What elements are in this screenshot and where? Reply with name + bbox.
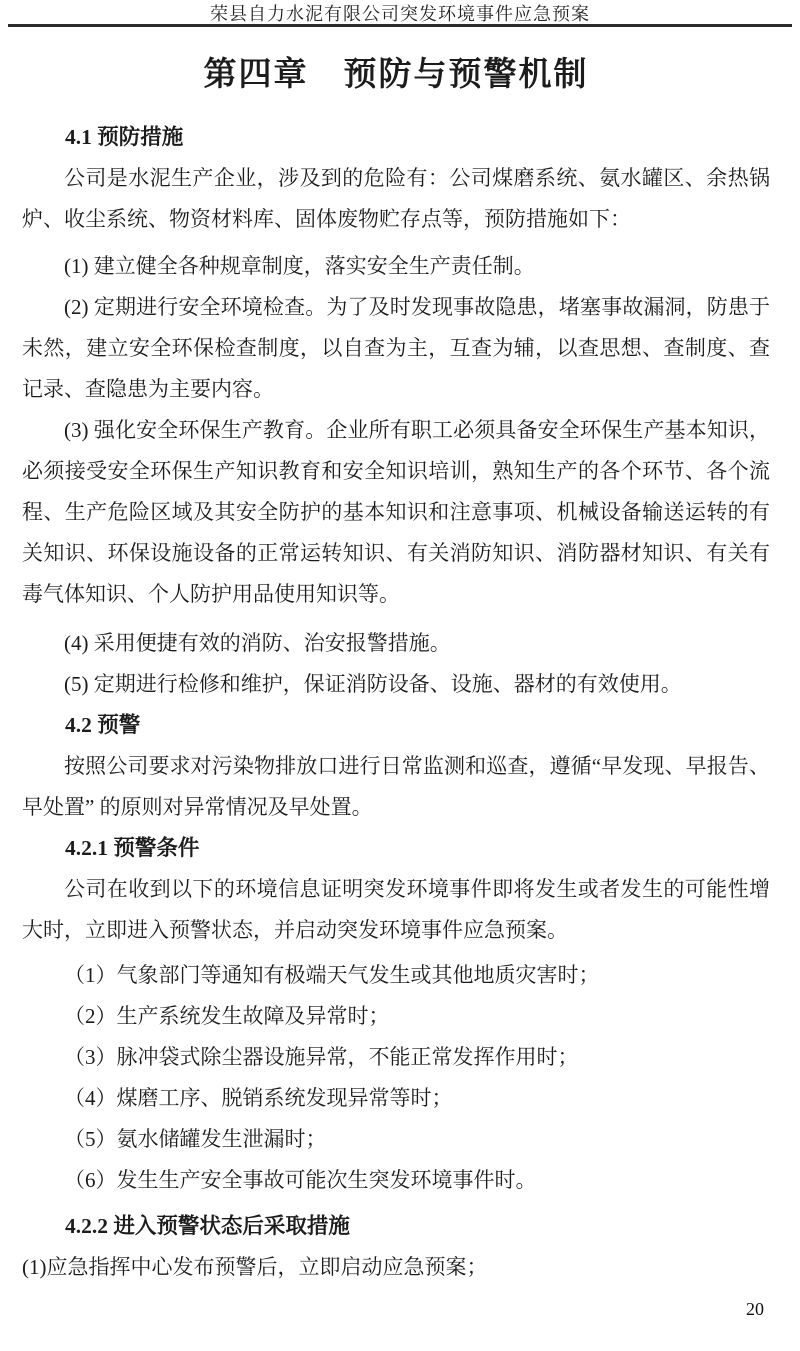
paragraph-4-1-intro: 公司是水泥生产企业，涉及到的危险有：公司煤磨系统、氨水罐区、余热锅炉、收尘系统、物资材料库、固体废物贮存点等，预防措施如下： [22, 166, 770, 231]
list-item-4-1-1: (1) 建立健全各种规章制度，落实安全生产责任制。 [64, 254, 535, 278]
section-heading-4-2-1: 4.2.1 预警条件 [65, 836, 200, 860]
list-item-4-2-1-2: （2）生产系统发生故障及异常时； [64, 1004, 390, 1028]
list-item-4-2-1-1: （1）气象部门等通知有极端天气发生或其他地质灾害时； [64, 963, 600, 987]
paragraph-4-2-1-intro: 公司在收到以下的环境信息证明突发环境事件即将发生或者发生的可能性增大时，立即进入预警状态，并启动突发环境事件应急预案。 [22, 877, 770, 942]
list-item-4-1-2: (2) 定期进行安全环境检查。为了及时发现事故隐患，堵塞事故漏洞，防患于未然，建立安全环保检查制度，以自查为主，互查为辅，以查思想、查制度、查记录、查隐患为主要内容。 [22, 295, 770, 401]
list-item-4-2-1-5: （5）氨水储罐发生泄漏时； [64, 1127, 327, 1151]
paragraph-4-2-intro: 按照公司要求对污染物排放口进行日常监测和巡查，遵循“早发现、早报告、早处置” 的原则对异常情况及早处置。 [22, 754, 770, 819]
list-item-4-1-5: (5) 定期进行检修和维护，保证消防设备、设施、器材的有效使用。 [64, 672, 682, 696]
list-item-4-2-1-3: （3）脉冲袋式除尘器设施异常，不能正常发挥作用时； [64, 1045, 579, 1069]
list-item-4-2-1-6: （6）发生生产安全事故可能次生突发环境事件时。 [64, 1168, 537, 1192]
page-body [22, 0, 770, 1288]
list-item-4-2-2-1: (1)应急指挥中心发布预警后，立即启动应急预案； [22, 1255, 488, 1279]
section-heading-4-2-2: 4.2.2 进入预警状态后采取措施 [65, 1214, 350, 1238]
section-heading-4-1: 4.1 预防措施 [65, 125, 184, 149]
list-item-4-1-3: (3) 强化安全环保生产教育。企业所有职工必须具备安全环保生产基本知识，必须接受安全环保生产知识教育和安全知识培训，熟知生产的各个环节、各个流程、生产危险区域及其安全防护的基本知识和注意事项、机械设备输送运转的有关知识、环保设施设备的正常运转知识、有关消防知识、消防器材知识、有关有毒气体知识、个人防护用品使用知识等。 [22, 418, 770, 606]
page-number: 20 [746, 1299, 764, 1319]
page-header-title: 荣县自力水泥有限公司突发环境事件应急预案 [210, 4, 590, 24]
list-item-4-2-1-4: （4）煤磨工序、脱销系统发现异常等时； [64, 1086, 453, 1110]
chapter-heading: 第四章 预防与预警机制 [203, 57, 589, 93]
section-heading-4-2: 4.2 预警 [65, 713, 141, 737]
list-item-4-1-4: (4) 采用便捷有效的消防、治安报警措施。 [64, 631, 451, 655]
